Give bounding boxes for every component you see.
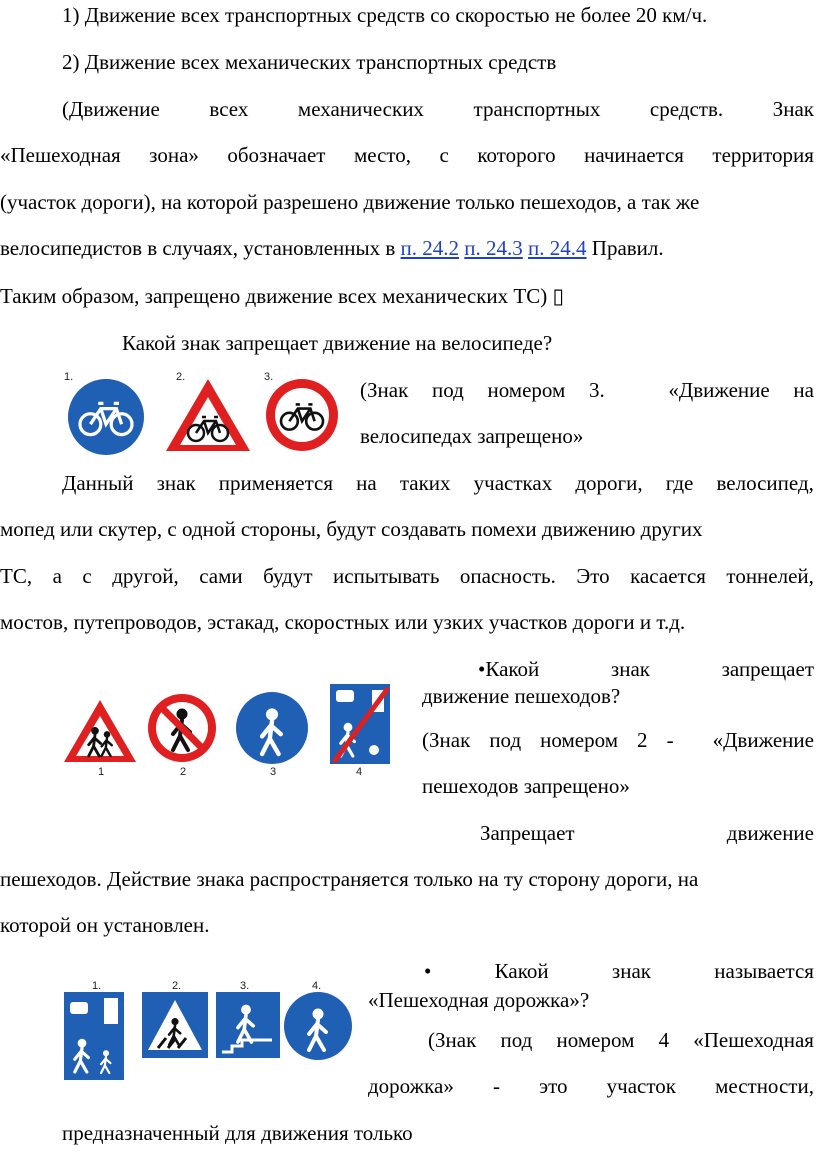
question-2-line-a: •Какой знак запрещает: [478, 657, 814, 681]
explanation-1-line-1: Данный знак применяется на таких участках дороги, где велосипед,: [62, 471, 814, 495]
residential-zone-end-sign-icon: [330, 684, 390, 764]
paragraph-line-3: (Движение всех механических транспортных средств. Знак: [62, 97, 814, 121]
sign-number-1: 1.: [92, 980, 102, 992]
explanation-2-line-1: Запрещает движение: [480, 821, 814, 845]
link-rule-24-2[interactable]: п. 24.2: [400, 236, 460, 260]
question-3-line-b: «Пешеходная дорожка»?: [368, 988, 590, 1012]
sign-number-1: 1.: [64, 371, 74, 383]
sign-number-3: 3.: [264, 371, 274, 383]
sign-number-3: 3.: [240, 980, 250, 992]
answer-1-line-a: (Знак под номером 3. «Движение на: [360, 378, 814, 402]
bullet: •: [478, 657, 486, 681]
question-2-line-b: движение пешеходов?: [422, 684, 621, 708]
missing-glyph-box: ▯: [552, 284, 565, 308]
no-pedestrians-sign-icon: [148, 694, 216, 762]
path-signs-image: [62, 980, 354, 1082]
cyclists-warning-sign-icon: [166, 379, 250, 451]
pedestrian-path-sign-icon: [284, 992, 352, 1060]
link-rule-24-4[interactable]: п. 24.4: [528, 236, 587, 260]
sign-number-2: 2.: [172, 980, 182, 992]
bicycle-signs-svg: [58, 367, 348, 457]
bullet: •: [424, 959, 432, 983]
link-rule-24-3[interactable]: п. 24.3: [464, 236, 523, 260]
answer-3-line-a: (Знак под номером 4 «Пешеходная: [428, 1028, 814, 1052]
answer-2-line-a: (Знак под номером 2 - «Движение: [422, 728, 814, 752]
explanation-1-line-3: ТС, а с другой, сами будут испытывать опасность. Это касается тоннелей,: [0, 564, 814, 588]
question-3-line-a: • Какой знак называется: [424, 959, 814, 983]
explanation-2-line-3: которой он установлен.: [0, 913, 210, 937]
list-item-1: 1) Движение всех транспортных средств со скоростью не более 20 км/ч.: [62, 3, 708, 27]
underpass-sign-icon: [216, 992, 280, 1058]
list-item-2: 2) Движение всех механических транспортных средств: [62, 50, 557, 74]
sign-number-4: 4.: [312, 980, 322, 992]
bicycle-signs-image: [58, 367, 348, 457]
paragraph-line-4: «Пешеходная зона» обозначает место, с которого начинается территория: [0, 143, 814, 167]
question-1: Какой знак запрещает движение на велосипеде?: [122, 331, 553, 355]
sign-number-2: 2.: [176, 371, 186, 383]
path-signs-svg: [62, 980, 354, 1082]
no-bicycles-sign-icon: [266, 379, 338, 451]
answer-1-line-b: велосипедах запрещено»: [360, 424, 584, 448]
sign-number-4: 4: [356, 766, 363, 778]
children-warning-sign-icon: [64, 700, 136, 762]
answer-2-line-b: пешеходов запрещено»: [422, 774, 630, 798]
pedestrian-path-sign-icon: [236, 692, 308, 764]
explanation-1-line-2: мопед или скутер, с одной стороны, будут создавать помехи движению других: [0, 517, 703, 541]
sign-number-2: 2: [180, 766, 187, 778]
answer-3-line-b: дорожка» - это участок местности,: [368, 1074, 814, 1098]
sign-number-3: 3: [270, 766, 277, 778]
explanation-2-line-2: пешеходов. Действие знака распространяется только на ту сторону дороги, на: [0, 867, 699, 891]
paragraph-line-6: велосипедистов в случаях, установленных в п. 24.2 п. 24.3 п. 24.4 Правил.: [0, 236, 664, 260]
bicycle-path-sign-icon: [68, 379, 144, 455]
explanation-1-line-4: мостов, путепроводов, эстакад, скоростных или узких участков дороги и т.д.: [0, 610, 686, 634]
pedestrian-signs-svg: [62, 682, 402, 782]
sign-number-1: 1: [98, 766, 105, 778]
pedestrian-signs-image: [62, 682, 402, 782]
residential-zone-sign-icon: [64, 992, 124, 1080]
paragraph-line-5: (участок дороги), на которой разрешено движение только пешеходов, а так же: [0, 190, 700, 214]
answer-3-line-c: предназначенный для движения только: [62, 1121, 413, 1145]
paragraph-line-7: Таким образом, запрещено движение всех механических ТС) ▯: [0, 284, 565, 308]
pedestrian-crossing-sign-icon: [142, 992, 208, 1058]
